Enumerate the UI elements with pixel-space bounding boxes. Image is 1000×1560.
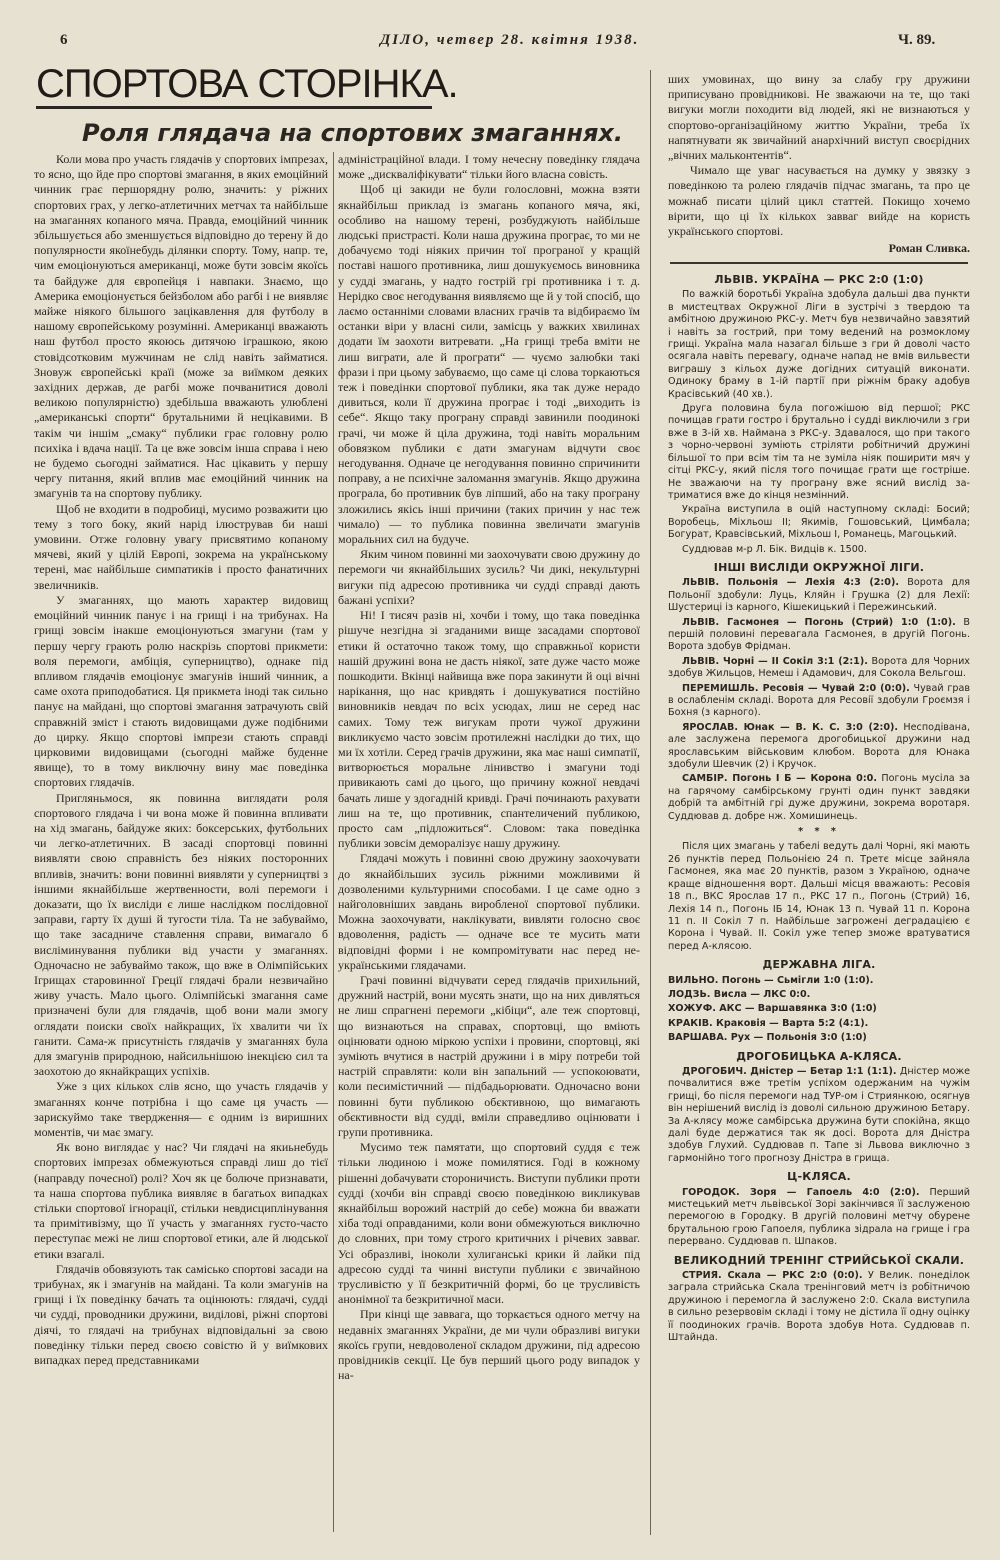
match-report bbox=[668, 403, 970, 502]
article-paragraph: Глядачі можуть і повинні свою дружину заохочувати до якнайбільших зусиль ріжними можливими й дозволеними культурними способами. І це саме одно з найголовніших завдань виробленої спортової публики. Можна заохочувати, наклікувати, вивляти голосно своє вдоволення, радість — одначе все те мусить мати відповідні форми і не компромітувати нас перед не-українськими глядачами. bbox=[338, 851, 640, 972]
article-author: Роман Сливка. bbox=[888, 241, 970, 256]
match-report bbox=[668, 544, 970, 556]
state-league-result: ВИЛЬНО. Погонь — Сьмігли 1:0 (1:0). bbox=[668, 974, 874, 986]
match-result-head: ДРОГОБИЧ. Дністер — Бетар 1:1 (1:1). bbox=[682, 1065, 897, 1077]
training-heading: ВЕЛИКОДНИЙ ТРЕНІНГ СТРИЙСЬКОЇ СКАЛИ. bbox=[673, 1253, 965, 1267]
article-paragraph: Пригляньмося, як повинна виглядати роля спортового глядача і чи вона може й повинна впливати на хід змагань, байдуже яких: боксерських, футбольних чи легко-атлетичних. В засаді спортовці повинні виявляти свою справність без ніяких посторонних впливів, значить: вони повинні виявляти у суперництві з іншими якнайбільше жертвенности, волі перемоги і доказати, що їх висліди є лише наслідком послідовної заправи, гарту їх душі й тугости тіла. Та не забуваймо, що таке засадниче ставлення справи, вимагало б висліминування публики від участи у змаганнях. Одночасно не забуваймо також, що вже в Олімпійських Ігрищах старовинної Греції глядачі брали незвичайно живу участь. Мало цього. Олімпійські змагання саме призначені були для глядачів, щоб вони мали змогу оглядати поиски своїх найкращих, їх хвалити чи їх ганити. Сама-ж присутність глядачів у змаганнях була для змагунів природною, найсильнішою інекцією сил та заохотою до якнайкращих успіхів. bbox=[34, 790, 328, 1079]
match-result bbox=[668, 656, 970, 681]
match-result-head: ЯРОСЛАВ. Юнак — В. К. С. 3:0 (2:0). bbox=[682, 721, 899, 733]
match-result bbox=[668, 683, 970, 720]
article-paragraph: Коли мова про участь глядачів у спортових імпрезах, то ясно, що йде про спортові змагання, в яких емоційний чинник грає першорядну ролю, значить: у ріжних спортових грах, у легко-атлетичних метчах та найбільше на змаганнях копаного мяча. Правда, емоційний чинник збільшується або зменшується відповідно до терену й до популярности якоїнебудь ділянки спорту. Тому, напр. те, чим емоціонуються американці, може бути зовсім якоїсь та байдуже для європейця і навпаки. Знаємо, що Америка емоціонується бейзболом або рагбі і не виявляє майже ніякого більшого зацікавлення для футболу в нашому європейському розумінні. Американці вважають наш футбол просто якоюсь дитячою іграшкою, якою стовідсотковим мужчинам не слід навіть займатися. Зновуж європейські країі (може за виїмком деяких західних держав, де рагбі може почванитися доволі великою популярністю) здебільша вважають улюблені „американські спорти“ брутальними й нецікавими. В такім чи іншім „смаку“ публики грає головну ролю психіка і вдача нації. Та це вже зовсім інша справа і нею не будемо сьогодні займатися. Нас цікавить у першу чергу питання, який вплив має емоційний чинник на змагунів та на спортову публику. bbox=[34, 152, 328, 501]
match-report-text: Друга половина була погожішою від першої; РКС почищав грати гостро і брутально і судді виключили з гри вже в 3-ій хв. Наймана з РКС-у. Здавалося, що при такого з чорно-червоні зуміють стріляти робітничий дружині більшої то при всім тім та не зуміла ніяк поширити мяч у сітці РКС-у, який після того почищає грати ще гостріше. Не зважаючи на ту програну вже ясний вислід затриматися вже до кінця незмінний. bbox=[668, 403, 970, 501]
match-report-text: Україна виступила в оцій наступному складі: Босий; Воробець, Міхльош ІІ; Якимів, Гошовський, Цимбала; Богурат, Кравсівський, Міхльош І, Романець, Магоцький. bbox=[668, 504, 970, 541]
match-result-head: ЛЬВІВ. Польонія — Лехія 4:3 (2:0). bbox=[682, 577, 899, 589]
column-divider bbox=[333, 152, 334, 1532]
a-class-heading: ДРОГОБИЦЬКА А-КЛЯСА. bbox=[736, 1049, 902, 1063]
state-league-result: КРАКІВ. Краковія — Варта 5:2 (4:1). bbox=[668, 1017, 869, 1029]
match-result-body: Погонь мусіла за на гарячому самбірському грунті один пункт завдяки добрій та амбітній грі дуже дружини, зокрема воротаря. Суддював д. добре нж. Хомишинець. bbox=[668, 773, 970, 822]
article-paragraph: Ні! І тисяч разів ні, хочби і тому, що така поведінка рішуче незгідна зі згаданими вище засадами спортової етики й остаточно також тому, що справжньої користи нашій дружині вона не дасть ніякої, зате дуже часто може пошкодити. Вкінці найвища вже пора закинути й оці вічні нарікання, що нас кривдять і дошукуватися постійно виновників невдач по всіх усюдах, лиш не серед нас самих. Тому теж вигукам проти чужої дружини викликуємо часто зовсім протилежні наслідки до тих, що ми їх хотіли. Серед грачів дружини, яка має наші симпатії, витворюється моральне лінивство і змагуни тоді привикають самі до цього, що причину кожної невдачі бачать лише у здогадній кривді. Грачі починають рахувати лиш на те, що противник, спантеличений публикою, просто сам „підложиться“. Словом: така поведінка публики зовсім деморалізує нашу дружину. bbox=[338, 608, 640, 851]
state-league-result: ВАРШАВА. Рух — Польонія 3:0 (1:0) bbox=[668, 1032, 867, 1044]
main-match-heading: ЛЬВІВ. УКРАЇНА — РКС 2:0 (1:0) bbox=[714, 273, 924, 286]
page-number: 6 bbox=[60, 32, 68, 48]
state-league-result: ХОЖУФ. АКС — Варшавянка 3:0 (1:0) bbox=[668, 1003, 877, 1015]
newspaper-name-date: ДІЛО, четвер 28. квітня 1938. bbox=[380, 32, 640, 48]
article-paragraph: При кінці ще заввага, що торкається одного метчу на недавніх змаганнях України, де ми чули образливі вигуки якоїсь групи, невдоволеної складом дружини, під адресою провідників секції. Це був перший цього роду випадок у на- bbox=[338, 1307, 640, 1383]
state-league-heading: ДЕРЖАВНА ЛІГА. bbox=[762, 958, 876, 972]
other-results-heading: ІНШІ ВИСЛІДИ ОКРУЖНОЇ ЛІГИ. bbox=[713, 560, 925, 574]
sports-results bbox=[668, 268, 970, 1530]
column-divider bbox=[650, 70, 651, 1535]
match-result bbox=[668, 617, 970, 654]
match-result bbox=[668, 722, 970, 772]
league-table-note bbox=[668, 841, 970, 953]
league-table-note-text: Після цих змагань у табелі ведуть далі Чорні, які мають 26 пунктів перед Польонією 24 п. Третє місце зайняла Гасмонея, яка має 20 пунктів, разом з Україною, одначе краще відношення ворт. Дальші місця вважають: Ресовія 18 п., ВКС Ярослав 17 п., РКС 17 п., Погонь (Стрий) 16, Лехія 14 п., Погонь ІБ 14, Юнак 13 п. Чувай 11 п. Корона 11 п. ІІ Сокіл 7 п. Найбільше загрожені деградацією є Корона і Чувай. ІІ. Сокіл уже тепер зможе вратуватися перед А-клясою. bbox=[668, 841, 970, 952]
match-result-body: У Велик. понеділок заграла стрийська Скала тренінговий метч із робітничою дружиною і перемогла й заслужено 2:0. Скала виступила в сильно резервовім складі і тому не дістила її одну оцінку її поодиноких грачів. Ворота здобув Нота. Суддював п. Штайнда. bbox=[668, 1270, 970, 1344]
article-paragraph: Щоб не входити в подробиці, мусимо розважити цю тему з того боку, який нарід ілюстрував би наші умовини. Отже головну увагу присвятимо копаному мячеві, який у цілій Европі, зокрема на українському терені, має найбільше симпатиків і просто фанатичних звеличників. bbox=[34, 501, 328, 592]
state-league-result: ЛОДЗЬ. Висла — ЛКС 0:0. bbox=[668, 988, 811, 1000]
issue-number: Ч. 89. bbox=[898, 32, 936, 48]
article-paragraph: адміністраційної влади. І тому нечесну поведінку глядача може „дискваліфікувати“ тільки його власна совість. bbox=[338, 152, 640, 182]
match-report-text: По важкій боротьбі Україна здобула дальші два пункти в мистецтвах Окружної Ліги в зустрічі з твердою та амбітною дружиною РКС-у. Метч був незвичайно завзятий і навіть за гострий, при тому ведений на розмоклому грищі. Україна мала назагал більше з гри й доволі часто осягала навіть перевагу, одначе напад не вмів вильвести виграшу з кільох дуже догідних ситуацій виконати. Одиноку браму в 1-ій партії при ріжнім браку адобув Красівський (40 хв.). bbox=[668, 289, 970, 400]
article-paragraph: ших умовинах, що вину за слабу гру дружини приписувано провідникові. Не зважаючи на те, що такі вигуки могли походити від людей, які не визнаються у спортово-організаційному життю України, треба їх напятнувати як звичайний анархічний виступ своєрідних „вічних мальконтентів“. bbox=[668, 72, 970, 163]
article-column-3 bbox=[668, 72, 970, 262]
section-stars-divider: * * * bbox=[798, 826, 840, 838]
match-result bbox=[668, 773, 970, 823]
match-report-text: Суддював м-р Л. Бік. Видців к. 1500. bbox=[682, 543, 867, 555]
match-result-body: Ворота для Польонії здобули: Луць, Кляйн і Грушка (2) для Лехії: Шустерицi із карного, Кішекицький і Пережинський. bbox=[668, 577, 970, 614]
article-paragraph: Чимало ще уваг насувається на думку у звязку з поведінкою та ролею глядачів підчас змагань, та про це можнаб писати цілий цикл статтей. Покищо хочемо вірити, що ці їх кількох завваг вийде на користь українського спортові. bbox=[668, 163, 970, 239]
page-header bbox=[40, 28, 970, 52]
match-report bbox=[668, 504, 970, 541]
article-paragraph: Щоб ці закиди не були голословні, можна взяти якнайбільш приклад із змагань копаного мяча, які, особливо на нашому терені, розбуджують найбільше людські пристрасті. Коли наша дружина програє, то ми не добачуємо тоді ніяких причин тої програної у кращій поставі нашого противника, лиш дошукуємось виновника у судді змагань, у надто гострій грі противника і т. д. Нерідко своє негодування виявляємо ще й у той спосіб, що лаємо останніми словами власних грачів та відбираємо їм останки віри у власні сили, замісць у важких хвилинах додати їм заохоти витревати. „На грищі треба вміти не лиш виграти, але й програти“ — чуємо залюбки такі фрази і при цьому забуваємо, що саме ці слова торкаються теж і поведінки спортової публики, яка так дуже нерадо дивиться, коли її дружина програє і тоді „виходить із себе“. Якщо таку програну справді завинили поодинокі грачі, чи може й ціла дружина, тоді навіть моральним обовязком публики є дати змагунам відчути своє негодування. Одначе це негодування повинно спричинити поправу, а не психічне заломання змагунів. Якщо дружина програла, бо противник був ліпший, або на таку програну зложились якісь інші причини (таких причин у нас теж чимало) — то публика повинна звеличати змагунів моральних сил на будуче. bbox=[338, 182, 640, 547]
match-result-head: СТРИЯ. Скала — РКС 2:0 (0:0). bbox=[682, 1270, 863, 1282]
article-title: Роля глядача на спортових змаганнях. bbox=[81, 119, 624, 147]
match-result bbox=[668, 577, 970, 614]
article-paragraph: Грачі повинні відчувати серед глядачів прихильний, дружний настрій, вони мусять знати, що на них дивляться не лиш спрагнені перемоги „кібіци“, але теж спортовці, що визнаються на справах, спортовці, що вміють оцінювати одною міркою успіхи і провини, спортовці, які зуміють вчутися в настрій дружини і в міру потреби той настрій справляти: коли він запальний — успокоювати, коли песимістичний — підбадьорювати. Одночасно вони повинні бути публикою обєктивною, що вимагають обєктивности від судді, вміли справедливо оцінювати і групи противника. bbox=[338, 972, 640, 1139]
article-paragraph: Мусимо теж памятати, що спортовий суддя є теж тільки людиною і може помилятися. Годі в кожному рішенні добачувати стороничисть. Виступи публики проти судді (хочби він справді своєю поведінкою викликував якнайбільш ворожий настрій до себе) можна би вважати хіба тоді оправданими, коли вони обмежуються виключно до словних, при тому строго критичних і річевих завваг. Усі образливі, іноколи хулиганські крики й лайки під адресою судді та чинні виступи публики є звичайною трусливістю у її безкритичній формі, бо це трусливість анонімної та безкритичної маси. bbox=[338, 1140, 640, 1307]
article-column-1 bbox=[34, 152, 328, 1530]
article-paragraph: Уже з цих кількох слів ясно, що участь глядачів у змаганнях конче потрібна і що саме ця участь — зарискуймо таке твердження— є одним із виришних моментів, чи має змагу. bbox=[34, 1079, 328, 1139]
match-result-head: ПЕРЕМИШЛЬ. Ресовія — Чувай 2:0 (0:0). bbox=[682, 682, 910, 694]
article-paragraph: У змаганнях, що мають характер видовищ емоційний чинник панує і на грищі і на трибунах. На грищі зовсім інакше емоціонуються змагуни (там у першу чергу грають ролю наскрізь спортові прикмети: воля перемоги, амбіція, суперництво), однаке під впливом глядачів емоціонує змагунів інший чинник, а саме охота приподобатися. Ця прикмета іноді так сильно панує на майдані, що спортові змагання затрачують свій справжній зміст і стають видовищами дуже подібними до цирку. Якщо спортові імпрези стають справді цирковими видовищами (сьогодні майже буденне явище), то в тому виключну вину має поведінка спортових глядачів. bbox=[34, 592, 328, 790]
match-result-head: ГОРОДОК. Зоря — Гапоель 4:0 (2:0). bbox=[682, 1186, 920, 1198]
match-result-body: Чувай грав в ослабленім складі. Ворота для Ресовії здобули Гроємзя і Бохня (з карного). bbox=[668, 682, 970, 719]
article-paragraph: Яким чином повинні ми заохочувати свою дружину до перемоги чи якнайбільших зусиль? Чи дикі, некультурні вигуки під адресою противника чи судді справді дають бажані успіхи? bbox=[338, 547, 640, 607]
article-paragraph: Як воно виглядає у нас? Чи глядачі на якиьнебудь спортових імпрезах обмежуються справді лиш до тієї (направду почесної) ролі? Хоч як це болюче признавати, та наша спортова публика виявляє в багатьох випадках стільки спортової ігнорації, стільки невдисциплінування та примітивізму, що її участь у змаганнях густо-часто переступає межі не лиш спортової етики, але й людської етики взагалі. bbox=[34, 1140, 328, 1261]
match-result-head: ЛЬВІВ. Гасмонея — Погонь (Стрий) 1:0 (1:0). bbox=[682, 616, 956, 628]
match-result-head: ЛЬВІВ. Чорні — ІІ Сокіл 3:1 (2:1). bbox=[682, 655, 868, 667]
match-result-head: САМБІР. Погонь І Б — Корона 0:0. bbox=[682, 773, 877, 785]
article-column-2 bbox=[338, 152, 640, 1530]
article-paragraph: Глядачів обовязують так самісько спортові засади на трибунах, як і змагунів на майдані. Та коли змагунів на грищі і їх поведінку бачать та оцінюють: глядачі, судді чи судді, проводники дружини, виділові, ріжні спортові діячі, то глядачі на трибунах відповідальні за свою поведінку тільки перед своєю совістю й у виїмкових випадках перед представниками bbox=[34, 1261, 328, 1368]
match-result-body: Несподівана, але заслужена перемога дрогобицької дружини над ярославським військовим клюбом. Ворота для Юнака здобули Шевчик (2) і Кручок. bbox=[668, 721, 970, 771]
match-result-body: Ворота для Чорних здобув Жильцов, Немеш і Адамович, для Сокола Вельгош. bbox=[668, 655, 970, 680]
match-result-body: Дністер може почвалитися вже третім успіхом одержаним на чужім грищі, бо після перемоги над ТУР-ом і Стриянкою, осягнув він нерішений вислід із доволі сильною дружиною Бетару. За А-клясу може самбірська дружина бути спокійна, якщо далі буде держатися так як досі. Ворота для Дністра здобув Глухий. Суддював п. Тапе зі Львова виключно з гармонійно того прогнозу Дністра в грища. bbox=[668, 1065, 970, 1164]
match-result bbox=[668, 1066, 970, 1165]
section-separator bbox=[670, 262, 968, 264]
match-report bbox=[668, 289, 970, 401]
match-result-body: Перший мистецький метч львівської Зорі закінчився її заслуженою перемогою в Городку. В другій половині метчу обурене брутальною грою Гапоеля, публика зідрала на грище і гра перервано. Суддював п. Шпаков. bbox=[668, 1186, 970, 1248]
match-result bbox=[668, 1270, 970, 1344]
section-title-rule bbox=[36, 106, 432, 109]
c-class-heading: Ц-КЛЯСА. bbox=[787, 1170, 851, 1184]
section-title: СПОРТОВА СТОРІНКА. bbox=[36, 62, 458, 106]
match-result bbox=[668, 1187, 970, 1249]
match-result-body: В першій половині перевагала Гасмонея, в другій Погонь. Ворота здобув Фрідман. bbox=[668, 616, 970, 653]
